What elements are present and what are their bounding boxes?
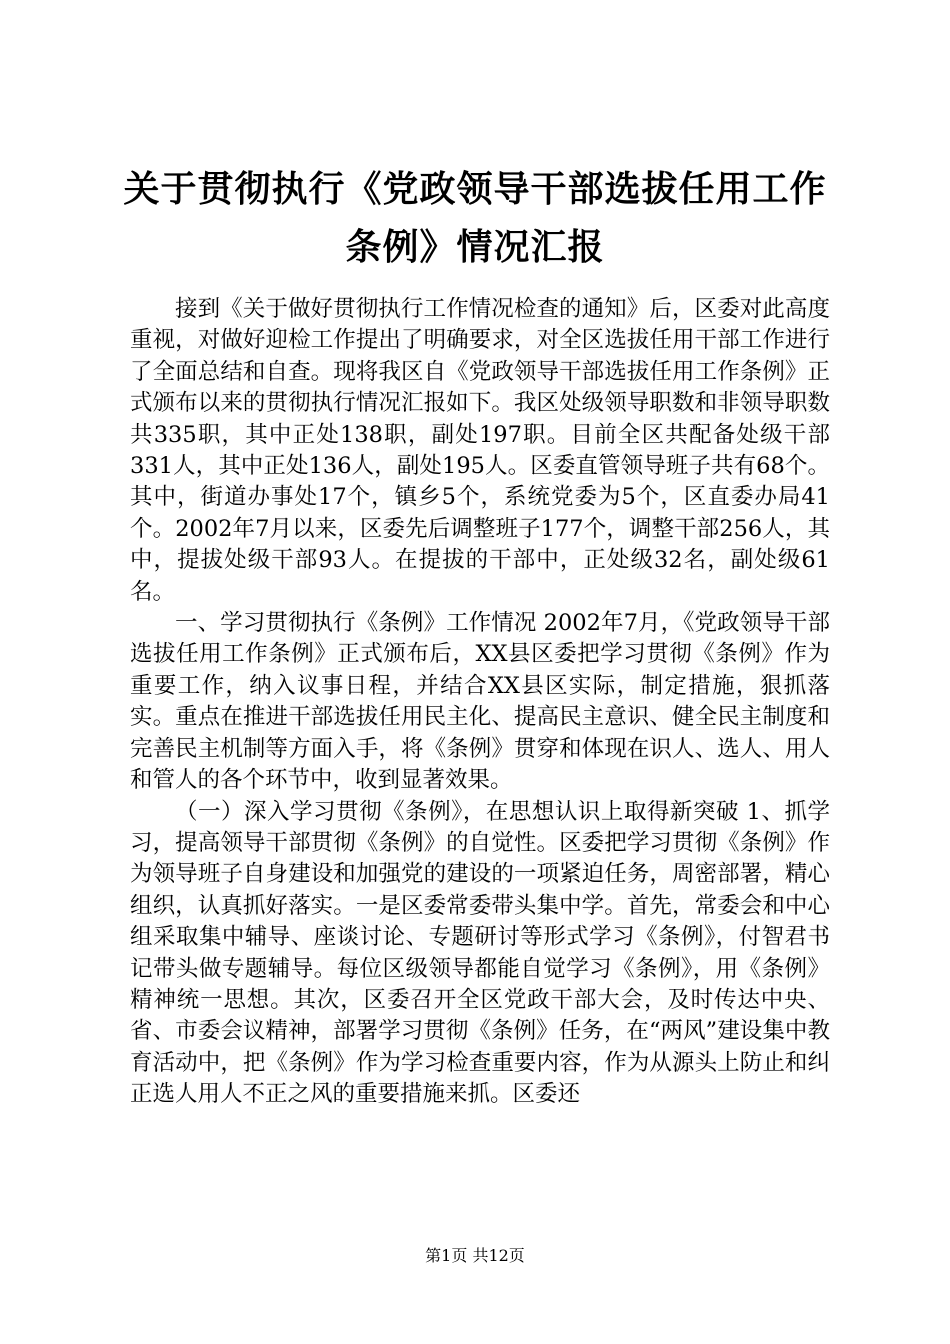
paragraph: 接到《关于做好贯彻执行工作情况检查的通知》后，区委对此高度重视，对做好迎检工作提出了明确要求，对全区选拔任用干部工作进行了全面总结和自查。现将我区自《党政领导干部选拔任用工作条例》正式颁布以来的贯彻执行情况汇报如下。我区处级领导职数和非领导职数共335职，其中正处138职，副处197职。目前全区共配备处级干部331人，其中正处136人，副处195人。区委直管领导班子共有68个。其中，街道办事处17个，镇乡5个，系统党委为5个，区直委办局41个。2002年7月以来，区委先后调整班子177个，调整干部256人，其中，提拔处级干部93人。在提拔的干部中，正处级32名，副处级61名。	[130, 296, 830, 605]
document-body	[130, 294, 830, 1111]
paragraph: （一）深入学习贯彻《条例》，在思想认识上取得新突破 1、抓学习，提高领导干部贯彻《条例》的自觉性。区委把学习贯彻《条例》作为领导班子自身建设和加强党的建设的一项紧迫任务，周密部署，精心组织，认真抓好落实。一是区委常委带头集中学。首先，常委会和中心组采取集中辅导、座谈讨论、专题研讨等形式学习《条例》，付智君书记带头做专题辅导。每位区级领导都能自觉学习《条例》，用《条例》精神统一思想。其次，区委召开全区党政干部大会，及时传达中央、省、市委会议精神，部署学习贯彻《条例》任务，在“两风”建设集中教育活动中，把《条例》作为学习检查重要内容，作为从源头上防止和纠正选人用人不正之风的重要措施来抓。区委还	[130, 798, 830, 1108]
document-title: 关于贯彻执行《党政领导干部选拔任用工作条例》情况汇报	[123, 168, 827, 268]
paragraph: 一、学习贯彻执行《条例》工作情况 2002年7月，《党政领导干部选拔任用工作条例》正式颁布后，XX县区委把学习贯彻《条例》作为重要工作，纳入议事日程，并结合XX县区实际，制定措施，狠抓落实。重点在推进干部选拔任用民主化、提高民主意识、健全民主制度和完善民主机制等方面入手，将《条例》贯穿和体现在识人、选人、用人和管人的各个环节中，收到显著效果。	[130, 610, 830, 794]
page-number-footer: 第1页 共12页	[425, 1246, 525, 1265]
